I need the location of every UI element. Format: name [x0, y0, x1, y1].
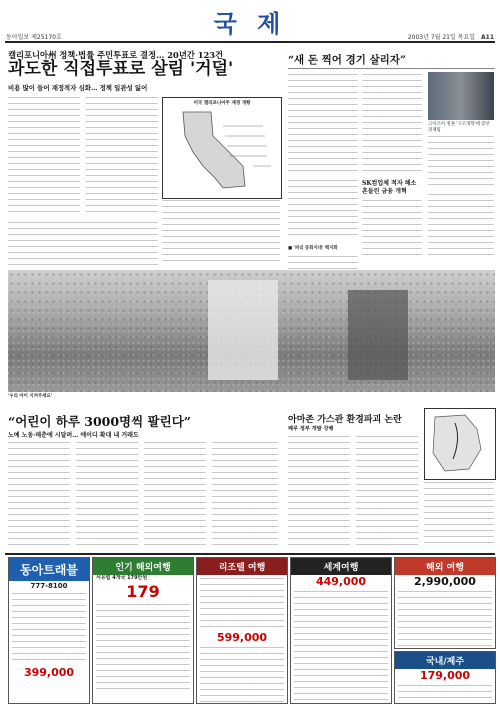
- ad-tour-c-body: [294, 591, 388, 701]
- date-label: 2003년 7월 21일 목요일: [407, 34, 476, 41]
- lead-body-col-3: [162, 200, 280, 264]
- mid-body-col-1: [288, 180, 358, 240]
- ad-tour-a-body: [96, 604, 190, 692]
- ad-tour-b: [196, 557, 288, 704]
- amazon-headline: 아마존 가스관 환경파괴 논란: [288, 415, 402, 425]
- lead-body-col-1: [8, 97, 80, 217]
- ad-tour-d-price: 2,990,000: [414, 575, 476, 588]
- header-rule: [5, 41, 495, 43]
- ad-tour-e-title: 국내/제주: [395, 652, 495, 669]
- mid-body-col-4: [288, 256, 358, 270]
- children-body-col-3: [144, 442, 206, 550]
- ad-tour-a-line: 서유럽 4개국 179만원: [96, 575, 148, 581]
- publication-name: [6, 32, 62, 41]
- ad-body: [12, 593, 86, 663]
- california-map-icon: [163, 106, 279, 194]
- lead-dek: 비용 많이 들어 재정적자 심화… 정책 일관성 잃어: [8, 84, 148, 92]
- ad-tour-b-body-2: [200, 647, 284, 704]
- peru-map-icon: [425, 409, 493, 477]
- photo-figure: [208, 280, 278, 380]
- side-story-header: [288, 48, 495, 69]
- ad-tour-b-body: [200, 578, 284, 628]
- ad-tour-a-title: 인기 해외여행: [93, 558, 193, 575]
- sub-box-label: ■ '파리 동화지대' 백지화: [288, 246, 338, 251]
- children-body-col-1: [8, 442, 70, 550]
- ad-brand: 동아트래블: [9, 558, 89, 581]
- ad-tour-c: [290, 557, 392, 704]
- crowd-photo-caption-area: [8, 394, 495, 408]
- children-body-col-4: [212, 442, 278, 550]
- side-headline: “새 돈 찍어 경기 살리자”: [288, 54, 406, 66]
- side-photo: [428, 72, 494, 120]
- amazon-body-col-1: [288, 436, 350, 548]
- ad-tour-d: [394, 557, 496, 649]
- lead-body-col-4: [8, 222, 158, 266]
- issue-number: 제25170호: [31, 34, 62, 41]
- date-line: [408, 32, 494, 41]
- side-body-col-3: [428, 136, 494, 188]
- ad-tour-d-title: 해외 여행: [395, 558, 495, 575]
- sub-headline: SK컴업체 적자 해소 흔들린 금융 개혁: [362, 180, 417, 195]
- ad-tour-e: [394, 651, 496, 704]
- ad-tour-c-title: 세계여행: [291, 558, 391, 575]
- lead-overline: 캘리포니아州 정책·법률 주민투표로 결정… 20년간 123건: [8, 50, 224, 60]
- ad-tour-a-price: 179: [126, 582, 160, 601]
- children-dek: 노예 노동·매춘에 시달려… 에이디 확대 내 거래도: [8, 432, 139, 439]
- ad-tour-c-price: 449,000: [315, 575, 367, 588]
- ad-divider: [5, 553, 495, 555]
- amazon-map: [424, 408, 496, 480]
- ad-tour-e-price: 179,000: [419, 669, 471, 682]
- ad-dongatravel: [8, 557, 90, 704]
- crowd-photo-caption: '우리 아이 지켜주세요': [8, 394, 52, 399]
- ad-price: 399,000: [23, 666, 75, 679]
- children-body-col-2: [76, 442, 138, 550]
- side-photo-caption: 고이즈미 정권 '구조개혁'에 맞선 경제팀: [428, 122, 490, 133]
- publication-label: 동아일보: [6, 34, 30, 41]
- children-headline: “어린이 하루 3000명씩 팔린다”: [8, 414, 191, 429]
- side-body-col-1: [288, 74, 358, 174]
- lead-headline: 과도한 직접투표로 살림 '거덜': [8, 59, 234, 79]
- amazon-dek: 페루 정부 개발 강행: [288, 426, 334, 432]
- amazon-body-col-3: [424, 482, 494, 548]
- crowd-photo: [8, 270, 495, 392]
- mid-body-col-2: [362, 200, 422, 260]
- map-title: 미국 캘리포니아주 재정 개황: [193, 101, 251, 106]
- section-title: 국 제: [213, 9, 287, 38]
- ad-tour-d-body: [398, 591, 492, 647]
- ad-tour-b-price: 599,000: [216, 631, 268, 644]
- ad-phone: 777-8100: [30, 582, 68, 590]
- ad-tour-b-title: 리조텔 여행: [197, 558, 287, 575]
- amazon-body-col-2: [356, 436, 418, 548]
- page-header: [0, 0, 500, 46]
- ad-tour-e-body: [398, 685, 492, 699]
- lead-map-box: [162, 97, 282, 199]
- mid-body-col-3: [428, 194, 494, 260]
- lead-body-col-2: [86, 97, 158, 217]
- side-body-col-2: [362, 74, 422, 174]
- photo-figure-2: [348, 290, 408, 380]
- page-number: A11: [481, 34, 494, 41]
- ad-tour-a: [92, 557, 194, 704]
